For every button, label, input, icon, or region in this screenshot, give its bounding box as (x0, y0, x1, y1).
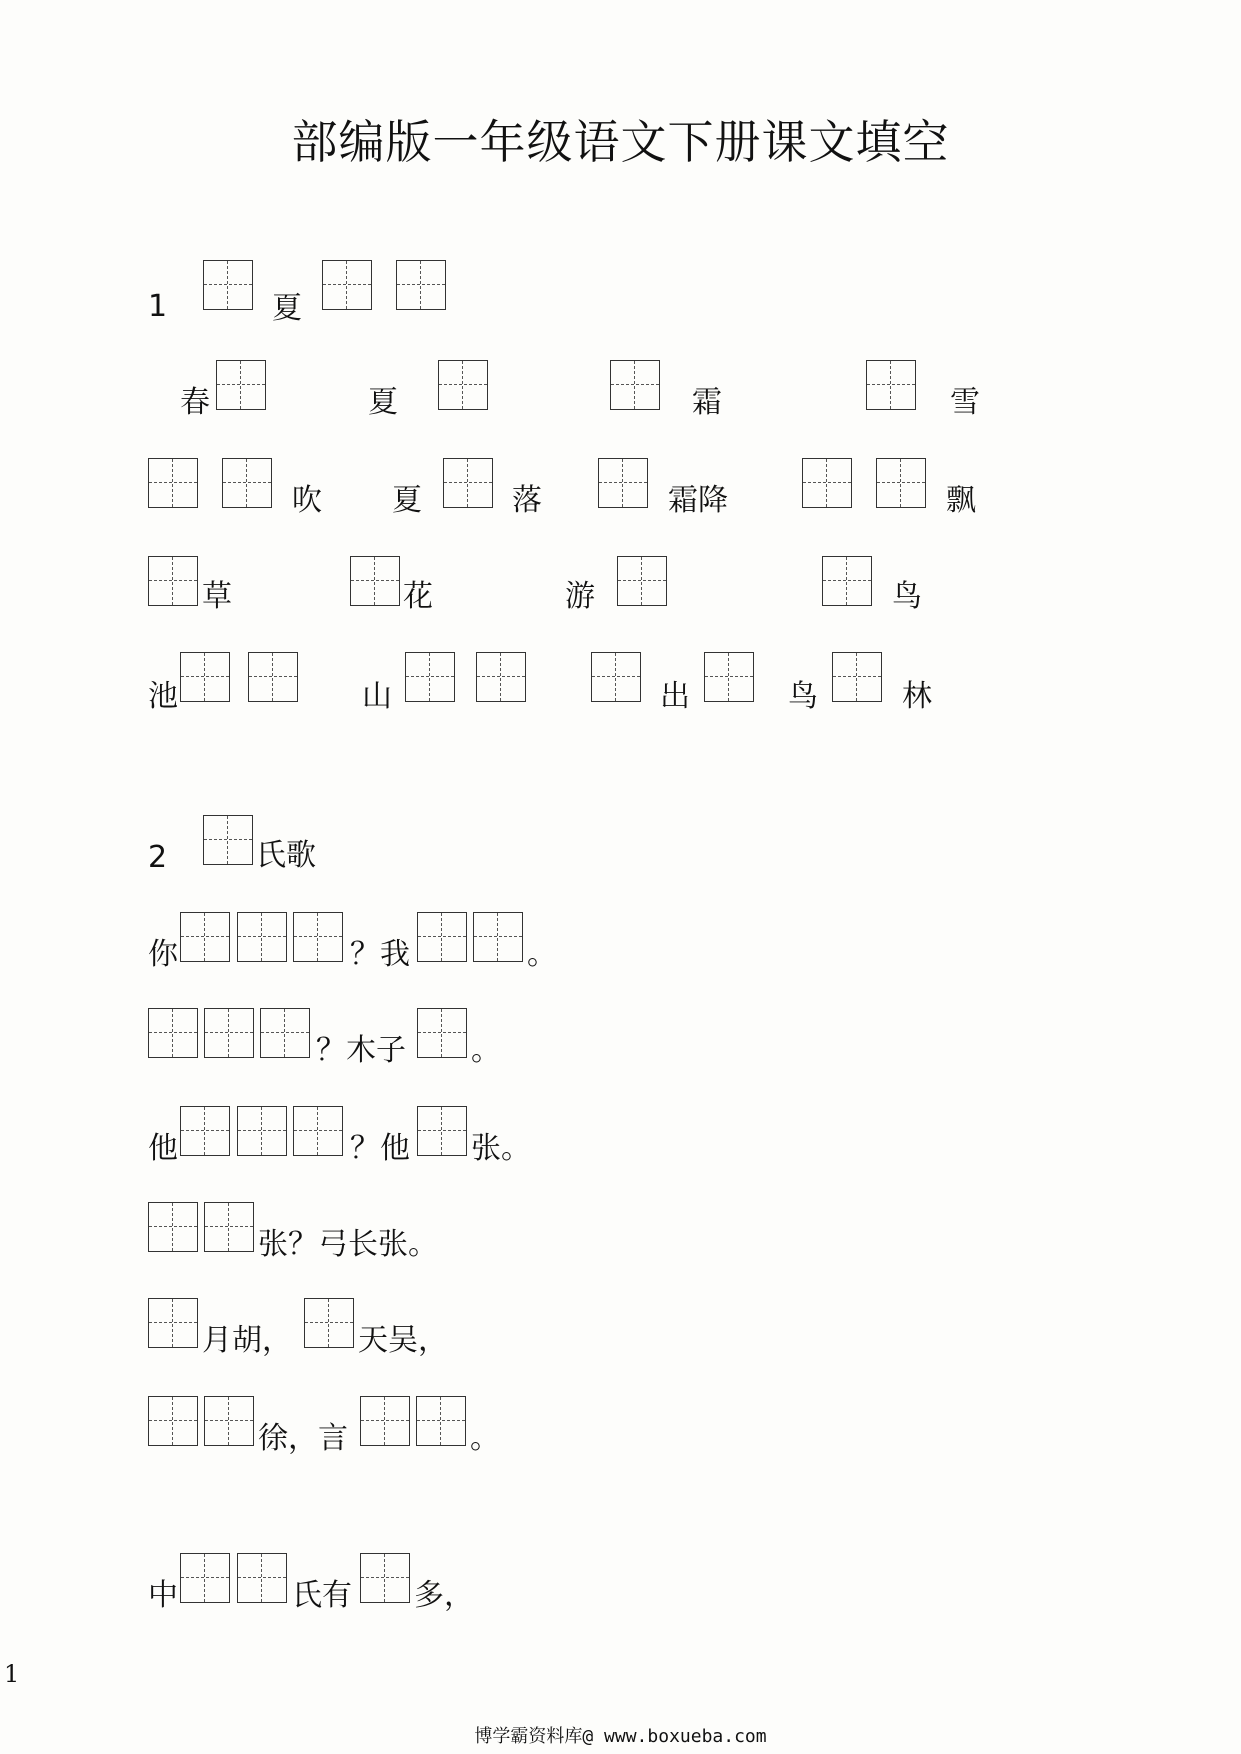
answer-box[interactable] (204, 1202, 254, 1252)
text: 霜降 (668, 483, 728, 518)
lesson-2-line-4 (0, 1202, 1241, 1262)
answer-box[interactable] (180, 912, 230, 962)
answer-box[interactable] (148, 1008, 198, 1058)
answer-box[interactable] (148, 1202, 198, 1252)
answer-box[interactable] (417, 1106, 467, 1156)
lesson-2-line-7 (0, 1553, 1241, 1613)
text: 徐，言 (258, 1421, 348, 1456)
text: 山 (362, 679, 392, 714)
text: 氏歌 (256, 838, 316, 873)
text: 春 (180, 385, 210, 420)
answer-box[interactable] (204, 1008, 254, 1058)
answer-box[interactable] (237, 1553, 287, 1603)
text: 月胡， (202, 1323, 292, 1358)
lesson-number: 2 (148, 840, 168, 875)
answer-box[interactable] (203, 260, 253, 310)
text: 中 (148, 1578, 178, 1613)
text: 池 (148, 679, 178, 714)
answer-box[interactable] (237, 912, 287, 962)
answer-box[interactable] (293, 912, 343, 962)
answer-box[interactable] (417, 1008, 467, 1058)
answer-box[interactable] (222, 458, 272, 508)
text: 草 (202, 579, 232, 614)
text: 夏 (392, 483, 422, 518)
answer-box[interactable] (304, 1298, 354, 1348)
answer-box[interactable] (396, 260, 446, 310)
text: 落 (512, 483, 542, 518)
answer-box[interactable] (822, 556, 872, 606)
text: 花 (403, 579, 433, 614)
text: 氏有 (292, 1578, 352, 1613)
lesson-2-heading (0, 815, 1241, 875)
text: 。 (527, 937, 557, 972)
answer-box[interactable] (610, 360, 660, 410)
answer-box[interactable] (866, 360, 916, 410)
text: 霜 (692, 385, 722, 420)
answer-box[interactable] (248, 652, 298, 702)
answer-box[interactable] (180, 1106, 230, 1156)
answer-box[interactable] (148, 458, 198, 508)
lesson-1-row-4 (0, 652, 1241, 712)
text: 你 (148, 937, 178, 972)
lesson-2-line-3 (0, 1106, 1241, 1166)
answer-box[interactable] (417, 912, 467, 962)
lesson-2-line-1 (0, 912, 1241, 972)
text: 天吴， (358, 1323, 448, 1358)
text: 游 (565, 579, 595, 614)
lesson-2-line-2 (0, 1008, 1241, 1068)
answer-box[interactable] (617, 556, 667, 606)
answer-box[interactable] (802, 458, 852, 508)
answer-box[interactable] (260, 1008, 310, 1058)
text: 鸟 (788, 679, 818, 714)
text: 吹 (292, 483, 322, 518)
text: 张？弓长张。 (258, 1227, 438, 1262)
answer-box[interactable] (237, 1106, 287, 1156)
text: 。 (471, 1033, 501, 1068)
page-title: 部编版一年级语文下册课文填空 (291, 115, 950, 169)
text: 出 (660, 679, 690, 714)
answer-box[interactable] (350, 556, 400, 606)
answer-box[interactable] (473, 912, 523, 962)
lesson-1-heading (0, 260, 1241, 326)
footer-watermark: 博学霸资料库@ www.boxueba.com (474, 1726, 767, 1747)
answer-box[interactable] (204, 1396, 254, 1446)
text: 夏 (272, 291, 302, 326)
text: 。 (470, 1421, 500, 1456)
answer-box[interactable] (360, 1553, 410, 1603)
answer-box[interactable] (704, 652, 754, 702)
answer-box[interactable] (876, 458, 926, 508)
lesson-1-row-3 (0, 556, 1241, 616)
answer-box[interactable] (405, 652, 455, 702)
lesson-2-line-5 (0, 1298, 1241, 1358)
text: 多， (414, 1578, 474, 1613)
answer-box[interactable] (148, 556, 198, 606)
lesson-1-row-2 (0, 458, 1241, 518)
answer-box[interactable] (416, 1396, 466, 1446)
answer-box[interactable] (360, 1396, 410, 1446)
lesson-number: 1 (148, 289, 168, 324)
answer-box[interactable] (180, 652, 230, 702)
page-number: 1 (4, 1660, 20, 1688)
answer-box[interactable] (180, 1553, 230, 1603)
text: ？木子 (316, 1033, 406, 1068)
text: 夏 (368, 385, 398, 420)
answer-box[interactable] (203, 815, 253, 865)
lesson-1-row-1 (0, 360, 1241, 420)
answer-box[interactable] (832, 652, 882, 702)
answer-box[interactable] (598, 458, 648, 508)
text: 张。 (471, 1131, 531, 1166)
text: ？我 (350, 937, 410, 972)
answer-box[interactable] (322, 260, 372, 310)
lesson-2-line-6 (0, 1396, 1241, 1456)
text: ？他 (350, 1131, 410, 1166)
text: 鸟 (892, 579, 922, 614)
text: 飘 (946, 483, 976, 518)
text: 雪 (950, 385, 980, 420)
answer-box[interactable] (148, 1298, 198, 1348)
answer-box[interactable] (216, 360, 266, 410)
answer-box[interactable] (443, 458, 493, 508)
answer-box[interactable] (148, 1396, 198, 1446)
text: 林 (902, 679, 932, 714)
text: 他 (148, 1131, 178, 1166)
answer-box[interactable] (438, 360, 488, 410)
answer-box[interactable] (293, 1106, 343, 1156)
answer-box[interactable] (591, 652, 641, 702)
answer-box[interactable] (476, 652, 526, 702)
